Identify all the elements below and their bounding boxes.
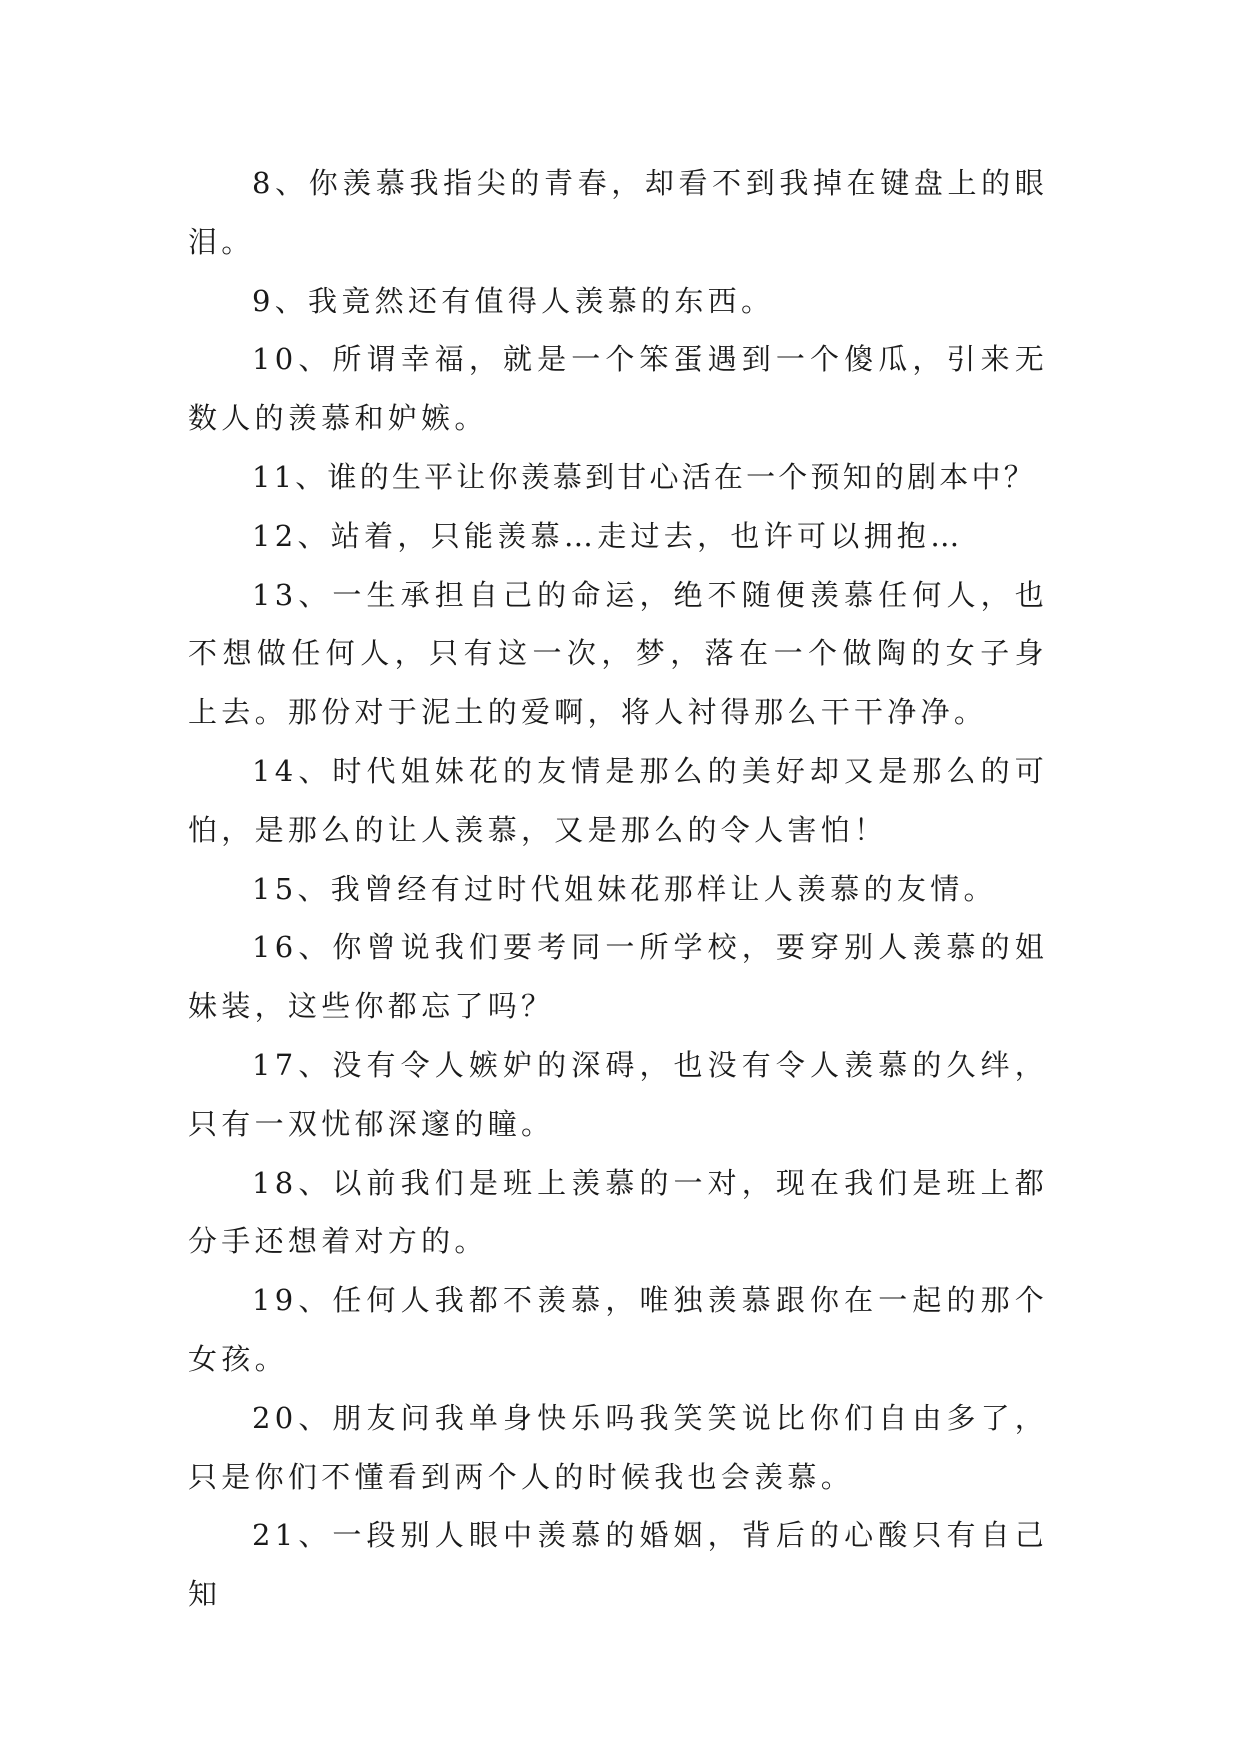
paragraph-9: 9、我竟然还有值得人羡慕的东西。: [252, 283, 775, 318]
paragraph-20: 20、朋友问我单身快乐吗我笑笑说比你们自由多了，只是你们不懂看到两个人的时候我也会羡慕。: [188, 1400, 1048, 1494]
paragraph-11: 11、谁的生平让你羡慕到甘心活在一个预知的剧本中？: [252, 459, 1036, 494]
paragraph-15: 15、我曾经有过时代姐妹花那样让人羡慕的友情。: [252, 871, 997, 906]
paragraph-18: 18、以前我们是班上羡慕的一对，现在我们是班上都分手还想着对方的。: [188, 1165, 1048, 1259]
paragraph-13: 13、一生承担自己的命运，绝不随便羡慕任何人，也不想做任何人，只有这一次，梦，落在一个做陶的女子身上去。那份对于泥土的爱啊，将人衬得那么干干净净。: [188, 577, 1048, 730]
paragraph-14: 14、时代姐妹花的友情是那么的美好却又是那么的可怕，是那么的让人羡慕，又是那么的令人害怕！: [188, 753, 1048, 847]
paragraph-8: 8、你羡慕我指尖的青春，却看不到我掉在键盘上的眼泪。: [188, 166, 1048, 259]
paragraph-17: 17、没有令人嫉妒的深碍，也没有令人羡慕的久绊，只有一双忧郁深邃的瞳。: [188, 1047, 1048, 1141]
paragraph-19: 19、任何人我都不羡慕，唯独羡慕跟你在一起的那个女孩。: [188, 1283, 1048, 1376]
paragraph-10: 10、所谓幸福，就是一个笨蛋遇到一个傻瓜，引来无数人的羡慕和妒嫉。: [188, 342, 1048, 436]
paragraph-16: 16、你曾说我们要考同一所学校，要穿别人羡慕的姐妹装，这些你都忘了吗？: [188, 930, 1048, 1024]
paragraph-21: 21、一段别人眼中羡慕的婚姻，背后的心酸只有自己知: [188, 1518, 1048, 1612]
paragraph-12: 12、站着，只能羡慕…走过去，也许可以拥抱…: [252, 518, 964, 553]
document-body: [188, 154, 1048, 1624]
